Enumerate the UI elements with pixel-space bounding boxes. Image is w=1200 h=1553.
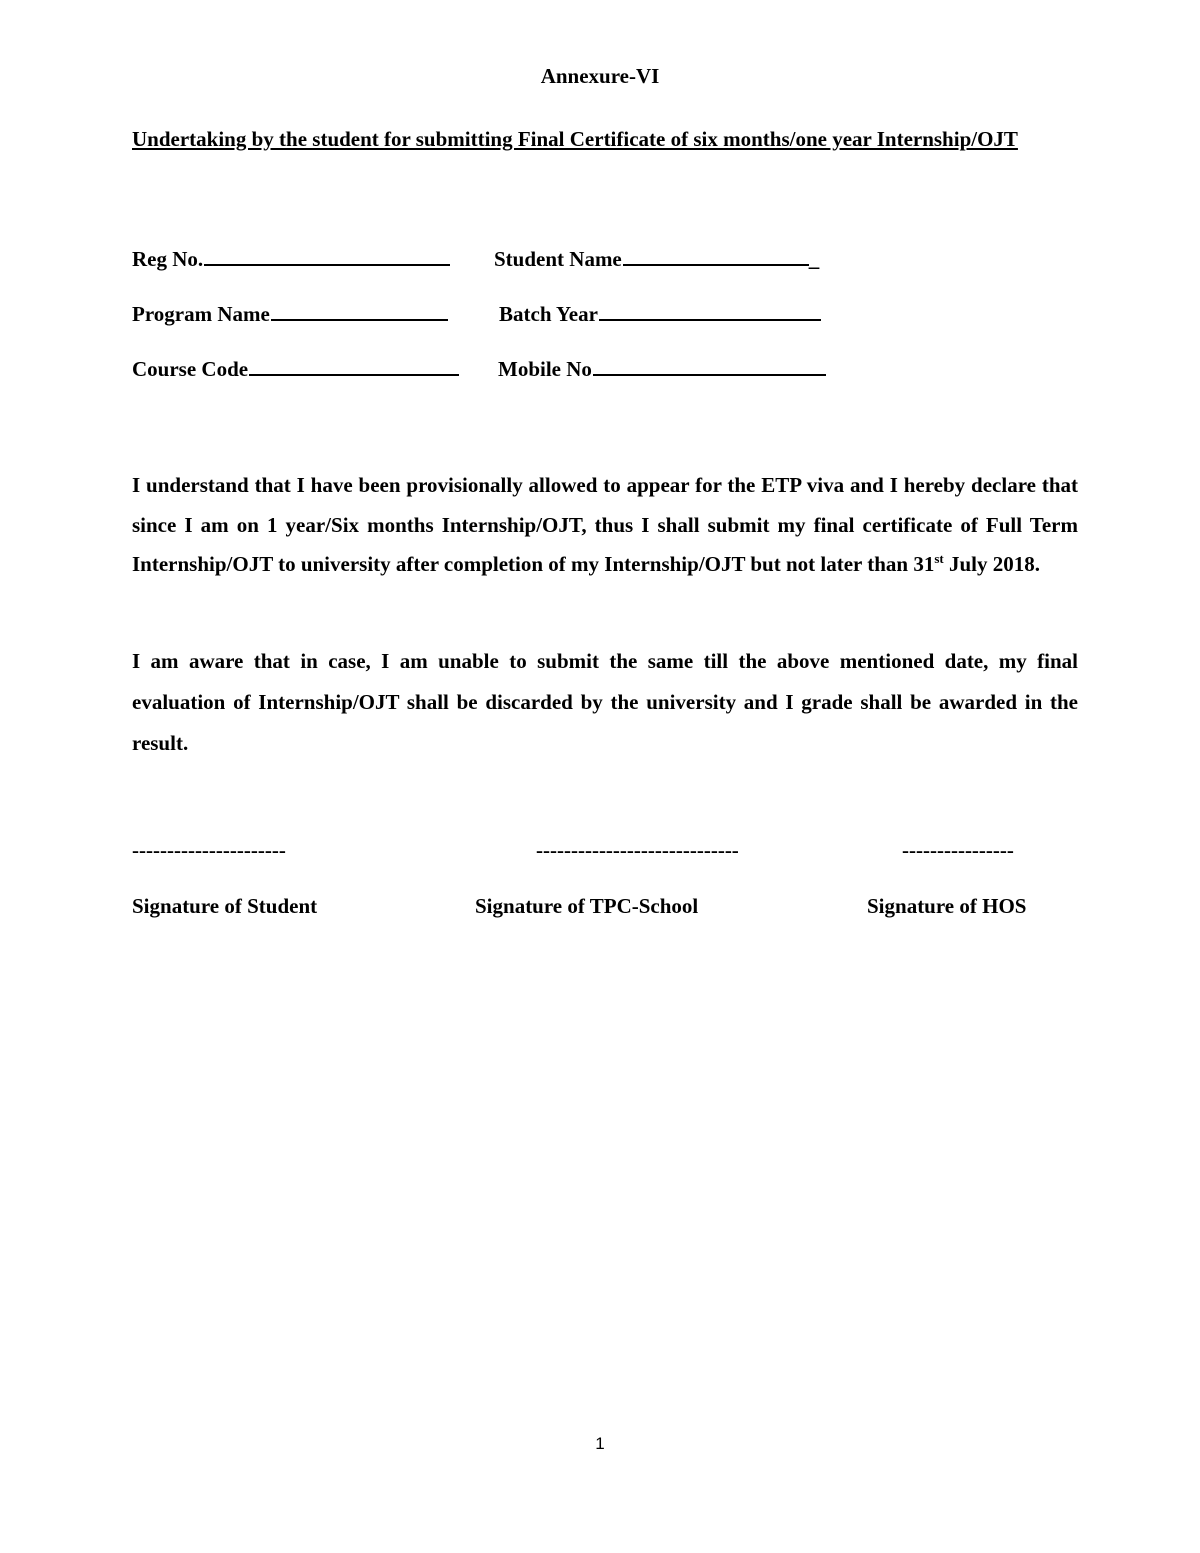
- tpc-signature-line: -----------------------------: [536, 838, 739, 862]
- course-code-blank-line: [249, 356, 459, 376]
- reg-no-field: [132, 246, 450, 272]
- batch-year-field: [499, 301, 821, 327]
- student-name-blank-line: [623, 246, 809, 266]
- tpc-signature-label: Signature of TPC-School: [475, 894, 699, 918]
- awareness-paragraph: I am aware that in case, I am unable to submit the same till the above mentioned date, my final evaluation of Internship/OJT shall be discarded by the university and I grade shall be awarded in the result.: [132, 649, 1078, 755]
- annexure-label: Annexure-VI: [540, 64, 660, 88]
- student-name-suffix: _: [808, 247, 820, 271]
- reg-no-blank-line: [204, 246, 450, 266]
- date-superscript: st: [934, 551, 944, 566]
- batch-year-label: Batch Year: [499, 302, 598, 326]
- mobile-no-label: Mobile No: [498, 357, 592, 381]
- hos-signature-label: Signature of HOS: [867, 894, 1027, 918]
- student-signature-line: ----------------------: [132, 838, 286, 862]
- program-name-field: [132, 301, 448, 327]
- course-code-label: Course Code: [132, 357, 249, 381]
- student-name-label: Student Name: [494, 247, 622, 271]
- course-code-field: [132, 356, 459, 382]
- declaration-text: I understand that I have been provisionally allowed to appear for the ETP viva and I hereby declare that since I am on 1 year/Six months Internship/OJT, thus I shall submit my final certificate of Full Term Internship/OJT to university after completion of my Internship/OJT but not later than 31: [132, 473, 1078, 576]
- declaration-end: July 2018.: [943, 552, 1040, 576]
- document-heading: Undertaking by the student for submitting Final Certificate of six months/one year Internship/OJT: [132, 127, 1018, 151]
- page-number: 1: [595, 1434, 605, 1453]
- declaration-paragraph: [132, 466, 1078, 585]
- student-signature-label: Signature of Student: [132, 894, 318, 918]
- mobile-no-field: [498, 356, 826, 382]
- program-name-blank-line: [271, 301, 448, 321]
- reg-no-label: Reg No.: [132, 247, 204, 271]
- hos-signature-line: ----------------: [902, 838, 1014, 862]
- mobile-no-blank-line: [593, 356, 826, 376]
- batch-year-blank-line: [599, 301, 821, 321]
- student-name-field: [494, 246, 819, 272]
- program-name-label: Program Name: [132, 302, 270, 326]
